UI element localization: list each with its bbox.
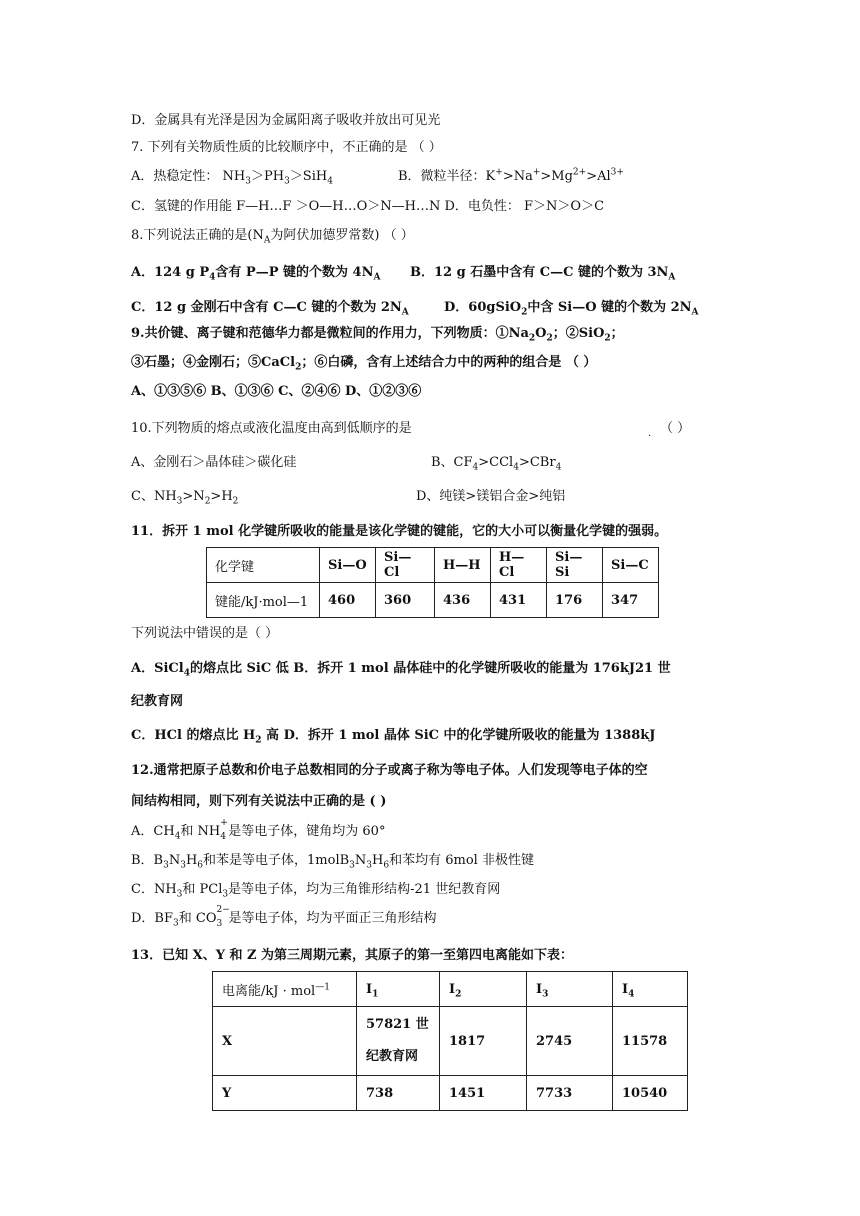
table-cell: Si—Si (547, 548, 603, 583)
question-11-options-ab-wrap: 纪教育网 (131, 694, 184, 709)
table-row (207, 548, 659, 583)
table-cell: 347 (603, 583, 659, 618)
question-11-prompt: 下列说法中错误的是（ ） (131, 626, 279, 641)
table-cell: Si—Cl (376, 548, 435, 583)
question-12-option-b: B．$B_3N_3H_6$和苯是等电子体，$1molB_3N_3H_6$和苯均有 6mol 非极性键 (131, 853, 534, 871)
table-cell: 2745 (527, 1007, 613, 1076)
question-11-options-ab: A．SiCl$_4$的熔点比 SiC 低 B．拆开 1 mol 晶体硅中的化学键所吸收的能量为 176kJ21 世 (131, 661, 671, 679)
question-12-option-d: D．$BF_3$和 CO 2− 3 是等电子体，均为平面正三角形结构 (131, 904, 437, 929)
table-cell: 176 (547, 583, 603, 618)
table-cell: 7733 (527, 1076, 613, 1111)
table-cell: 11578 (613, 1007, 688, 1076)
question-12-option-c: C．$NH_3$和 PCl$_3$是等电子体，均为三角锥形结构-21 世纪教育网 (131, 882, 501, 900)
table-cell: 化学键 (207, 548, 320, 583)
table-row (207, 583, 659, 618)
question-12-stem-line2: 间结构相同，则下列有关说法中正确的是 ( ) (131, 794, 387, 809)
table-cell: Si—O (320, 548, 376, 583)
question-10-option-a: A、金刚石＞晶体硅＞碳化硅 (131, 455, 297, 470)
table-cell: 1817 (440, 1007, 527, 1076)
question-7-options-ab: A．热稳定性： $NH_3>PH_3>SiH_4$ (131, 169, 333, 187)
table-cell: 436 (435, 583, 491, 618)
table-row (213, 1076, 688, 1111)
bond-energy-table (206, 547, 659, 618)
table-cell: 1451 (440, 1076, 527, 1111)
table-cell: 57821 世 纪教育网 (357, 1007, 440, 1076)
table-cell: 10540 (613, 1076, 688, 1111)
question-10-option-d: D、纯镁>镁铝合金>纯铝 (416, 489, 566, 504)
table-cell: Y (213, 1076, 357, 1111)
question-8-option-c: C．12 g 金刚石中含有 C—C 键的个数为 $2N_A$ (131, 300, 409, 318)
table-cell: H—Cl (491, 548, 547, 583)
question-7-stem: 7. 下列有关物质性质的比较顺序中，不正确的是 （ ） (131, 140, 442, 155)
table-cell: X (213, 1007, 357, 1076)
question-9-stem: 9.共价键、离子键和范德华力都是微粒间的作用力，下列物质：$①Na_2O_2$；②SiO$_2$； (131, 326, 624, 344)
table-cell: H—H (435, 548, 491, 583)
question-11-options-cd: C．HCl 的熔点比 $H_2$ 高 D．拆开 1 mol 晶体 SiC 中的化学键所吸收的能量为 1388kJ (131, 728, 656, 746)
table-cell: $I_2$ (440, 972, 527, 1007)
table-cell: 431 (491, 583, 547, 618)
question-10-paren: （ ） (660, 421, 691, 436)
question-10-stem: 10.下列物质的熔点或液化温度由高到低顺序的是 (131, 421, 412, 436)
table-cell: $I_4$ (613, 972, 688, 1007)
table-row (213, 1007, 688, 1076)
question-7-option-b: B．微粒半径：$K^+>Na^+>Mg^{2+}>Al^{3+}$ (398, 167, 624, 184)
stray-mark: . (648, 428, 652, 439)
question-12-stem: 12.通常把原子总数和价电子总数相同的分子或离子称为等电子体。人们发现等电子体的空 (131, 763, 648, 778)
table-row (213, 972, 688, 1007)
question-13-stem: 13．已知 X、Y 和 Z 为第三周期元素，其原子的第一至第四电离能如下表： (131, 948, 574, 963)
table-cell: Si—C (603, 548, 659, 583)
table-cell: 电离能/kJ · mol$^{—1}$ (213, 972, 357, 1007)
question-7-options-cd: C．氢键的作用能 F—H…F ＞O—H…O＞N—H…N D．电负性： F＞N＞O＞C (131, 199, 605, 214)
question-12-option-a: A．$CH_4$和 NH + 4 是等电子体，键角均为 60° (131, 817, 386, 842)
ionization-energy-table (212, 971, 688, 1111)
question-8-stem: 8.下列说法正确的是($N_A$为阿伏加德罗常数) （ ） (131, 228, 414, 246)
table-cell: 360 (376, 583, 435, 618)
table-cell: 738 (357, 1076, 440, 1111)
question-8-option-b: B．12 g 石墨中含有 C—C 键的个数为 $3N_A$ (410, 265, 676, 283)
question-9-stem-line2: ③石墨；④金刚石；⑤CaCl$_2$；⑥白磷，含有上述结合力中的两种的组合是 （ ） (131, 355, 597, 373)
question-8-option-d: D．60gSiO$_2$中含 Si—O 键的个数为 $2N_A$ (444, 300, 699, 318)
question-11-stem: 11．拆开 1 mol 化学键所吸收的能量是该化学键的键能，它的大小可以衡量化学键的强弱。 (131, 524, 668, 539)
table-cell: $I_3$ (527, 972, 613, 1007)
table-cell: $I_1$ (357, 972, 440, 1007)
table-cell: 键能/kJ·mol—1 (207, 583, 320, 618)
option-d-metal-luster: D．金属具有光泽是因为金属阳离子吸收并放出可见光 (131, 113, 441, 128)
question-10-option-b: B、$CF_4>CCl_4>CBr_4$ (431, 455, 562, 473)
question-10-option-c: C、$NH_3>N_2>H_2$ (131, 489, 239, 507)
table-cell: 460 (320, 583, 376, 618)
question-9-options: A、①③⑤⑥ B、①③⑥ C、②④⑥ D、①②③⑥ (131, 384, 422, 399)
question-8-option-a: A．124 g $P_4$含有 P—P 键的个数为 $4N_A$ (131, 265, 381, 283)
